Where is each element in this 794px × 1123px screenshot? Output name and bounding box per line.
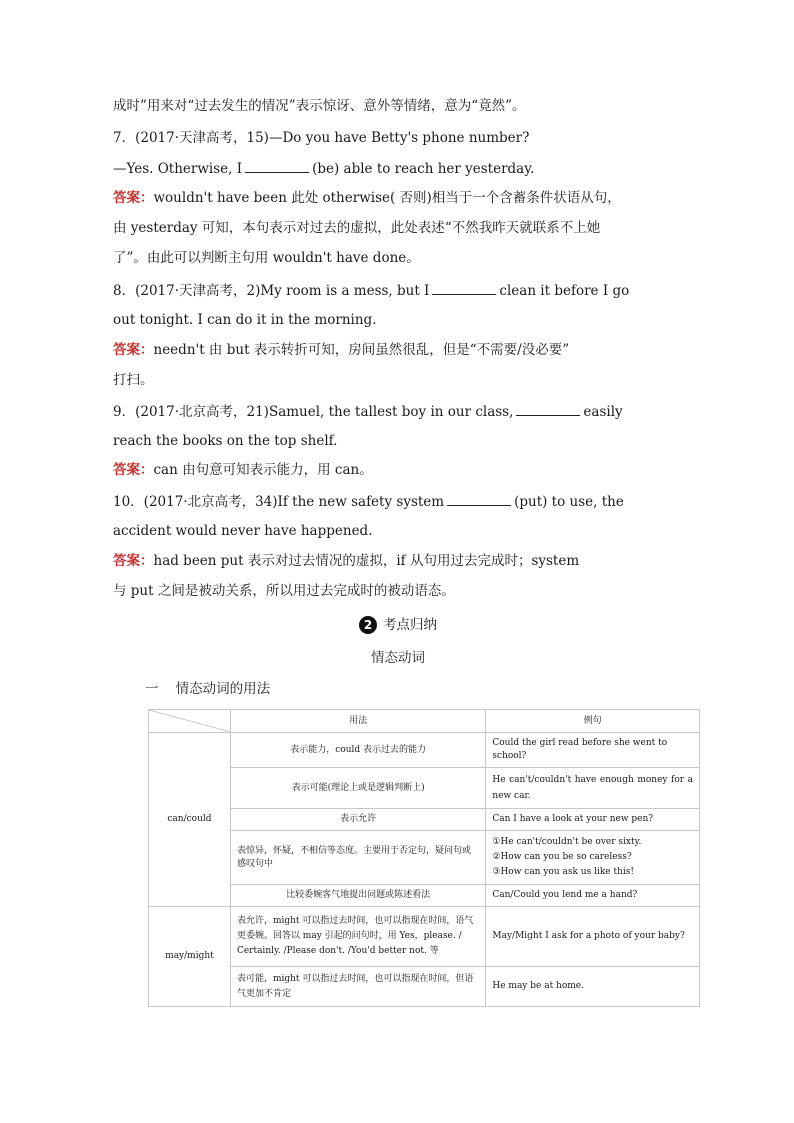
table-corner-cell [149,710,231,733]
answer-label: 答案： [113,190,154,206]
example-cell: He may be at home. [486,967,700,1007]
example-cell: May/Might I ask for a photo of your baby? [486,907,700,967]
answer-7-line-3: 了”。由此可以判断主句用 wouldn't have done。 [113,250,420,266]
usage-cell: 表示允许 [230,809,485,831]
table-row [149,885,700,907]
section-title: 考点归纳 [383,617,437,633]
answer-blank [516,401,580,416]
usage-cell: 表示可能(理论上或是逻辑判断上) [230,768,485,809]
usage-cell: 表惊异，怀疑，不相信等态度。主要用于否定句，疑问句或感叹句中 [230,831,485,885]
usage-cell: 表允许，might 可以指过去时间，也可以指现在时间，语气更委婉。回答以 may 引起的问句时，用 Yes，please. / Certainly. /Please don't. /You'd better not. 等 [230,907,485,967]
usage-cell: 比较委婉客气地提出问题或陈述看法 [230,885,485,907]
usage-cell: 表可能，might 可以指过去时间，也可以指现在时间，但语气更加不肯定 [230,967,485,1007]
diagonal-line [149,710,231,732]
table-header-usage: 用法 [230,710,485,733]
table-row [149,967,700,1007]
answer-8-line-1: 答案：needn't 由 but 表示转折可知，房间虽然很乱，但是“不需要/没必要” [113,342,570,358]
question-7-line-2: —Yes. Otherwise, I (be) able to reach her yesterday. [113,158,683,179]
answer-8-line-2: 打扫。 [113,372,154,388]
question-10-line-2: accident would never have happened. [113,523,373,539]
example-cell: He can't/couldn't have enough money for a new car. [486,768,700,809]
table-row [149,907,700,967]
modal-verbs-table [148,709,700,1007]
answer-10-line-1: 答案：had been put 表示对过去情况的虚拟，if 从句用过去完成时；system [113,553,580,569]
question-8-line-2: out tonight. I can do it in the morning. [113,312,377,328]
verb-cell: may/might [149,907,231,1007]
example-cell: Could the girl read before she went to school? [486,733,700,768]
question-10-line-1: 10．(2017·北京高考，34)If the new safety system (put) to use, the [113,491,683,512]
table-row [149,768,700,809]
question-8-line-1: 8．(2017·天津高考，2)My room is a mess, but I clean it before I go [113,280,683,301]
section-subtitle: 情态动词 [371,650,425,666]
usage-cell: 表示能力，could 表示过去的能力 [230,733,485,768]
question-9-line-1: 9．(2017·北京高考，21)Samuel, the tallest boy in our class, easily [113,401,683,422]
verb-cell: can/could [149,733,231,907]
answer-blank [432,280,496,295]
table-header-example: 例句 [486,710,700,733]
answer-10-line-2: 与 put 之间是被动关系，所以用过去完成时的被动语态。 [113,583,455,599]
table-row [149,809,700,831]
answer-blank [447,491,511,506]
answer-blank [245,158,309,173]
question-7-line-1: 7．(2017·天津高考，15)—Do you have Betty's phone number? [113,130,530,146]
table-row [149,733,700,768]
question-9-line-2: reach the books on the top shelf. [113,433,338,449]
answer-label: 答案： [113,462,154,478]
text-line: 成时”用来对“过去发生的情况”表示惊讶、意外等情绪，意为“竟然”。 [113,98,526,114]
answer-label: 答案： [113,342,154,358]
answer-label: 答案： [113,553,154,569]
section-number-badge: 2 [359,616,377,634]
table-row [149,831,700,885]
answer-9-line: 答案：can 由句意可知表示能力，用 can。 [113,462,373,478]
section-heading: 一 情态动词的用法 [145,681,271,697]
example-cell: ①He can't/couldn't be over sixty. ②How can you be so careless? ③How can you ask us like this! [486,831,700,885]
answer-7-line-1: 答案：wouldn't have been 此处 otherwise( 否则)相当于一个含蓄条件状语从句， [113,190,621,206]
example-cell: Can/Could you lend me a hand? [486,885,700,907]
answer-7-line-2: 由 yesterday 可知，本句表示对过去的虚拟，此处表述“不然我昨天就联系不上她 [113,220,601,236]
section-header [113,615,683,635]
example-cell: Can I have a look at your new pen? [486,809,700,831]
